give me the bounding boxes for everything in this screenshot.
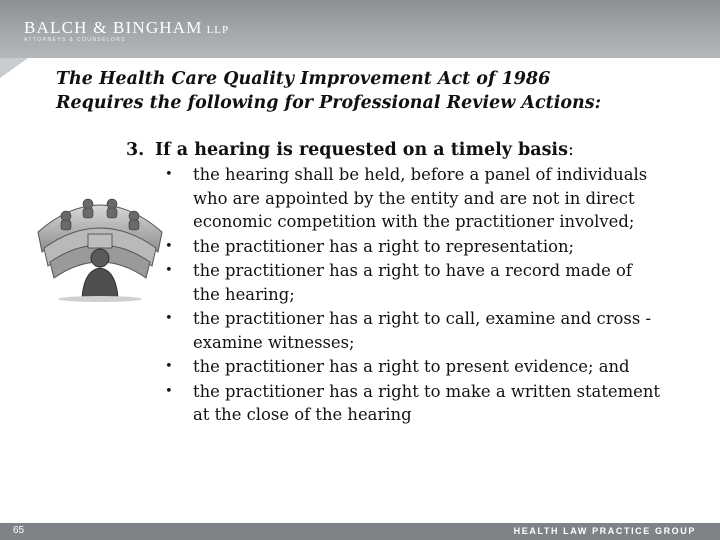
bullet-text: the practitioner has a right to representation; — [193, 236, 575, 256]
bullet-dot-icon: • — [165, 311, 173, 326]
list-item-lead-colon: : — [567, 140, 574, 160]
list-item-lead: If a hearing is requested on a timely basis — [155, 140, 568, 160]
slide-title-line-1: The Health Care Quality Improvement Act of 1986 — [56, 69, 551, 89]
bullet-dot-icon: • — [165, 238, 173, 254]
header-bar — [0, 0, 720, 58]
bullet-item — [163, 259, 663, 306]
header-wedge — [0, 58, 28, 78]
bullet-text: the practitioner has a right to have a record made of the hearing; — [193, 261, 632, 304]
slide-title — [56, 67, 601, 115]
bullet-dot-icon: • — [165, 359, 173, 374]
bullet-dot-icon: • — [165, 383, 173, 399]
slide-title-line-2: Requires the following for Professional Review Actions: — [56, 93, 602, 113]
footer-bar — [0, 523, 720, 540]
firm-logo — [24, 18, 229, 38]
page-number: 65 — [13, 525, 25, 536]
firm-name: BALCH & BINGHAM — [24, 18, 203, 37]
bullet-dot-icon: • — [165, 167, 173, 182]
bullet-text: the practitioner has a right to call, examine and cross -examine witnesses; — [193, 309, 651, 352]
bullet-item — [163, 355, 663, 379]
bullet-text: the hearing shall be held, before a panel of individuals who are appointed by the entity and are not in direct economic competition with the practitioner involved; — [193, 165, 648, 231]
bullet-item — [163, 163, 663, 234]
bullet-list — [126, 163, 686, 427]
bullet-text: the practitioner has a right to present evidence; and — [193, 357, 630, 376]
bullet-item — [163, 380, 663, 427]
bullet-item — [163, 307, 663, 354]
bullet-dot-icon: • — [165, 263, 173, 278]
list-item-heading — [126, 139, 686, 161]
firm-suffix: LLP — [206, 24, 230, 36]
content-area — [126, 139, 686, 428]
bullet-item — [163, 235, 663, 259]
firm-tagline: ATTORNEYS & COUNSELORS — [24, 37, 127, 43]
list-item-number: 3. — [126, 140, 145, 160]
bullet-text: the practitioner has a right to make a written statement at the close of the hearing — [193, 381, 661, 424]
practice-group-name: HEALTH LAW PRACTICE GROUP — [513, 526, 696, 536]
